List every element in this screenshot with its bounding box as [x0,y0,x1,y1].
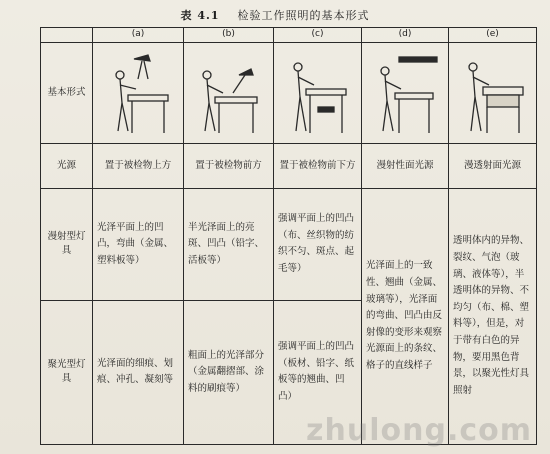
figure-a [93,42,184,143]
source-b: 置于被检物前方 [184,143,274,188]
inspection-figure-e [453,45,533,141]
source-a: 置于被检物上方 [93,143,184,188]
figure-e [449,42,537,143]
source-row [41,143,537,188]
concentrated-b: 粗面上的光泽部分（金属翻摺部、涂料的刷痕等） [184,300,274,444]
diffuse-c: 强调平面上的凹凸（布、丝织物的纺织不匀、斑点、起毛等） [274,188,362,300]
source-e: 漫透射面光源 [449,143,537,188]
row-label-form: 基本形式 [41,42,93,143]
diffuse-a: 光泽平面上的凹凸，弯曲（金属、塑料板等） [93,188,184,300]
merged-cell-d: 光泽面上的一致性、翘曲（金属、玻璃等），光泽面的弯曲、凹凸由反射像的变形来观察光源面上的条纹、格子的直线样子 [362,188,449,444]
inspection-figure-d [365,45,445,141]
concentrated-c: 强调平面上的凹凸（板材、铅字、纸板等的翘曲、凹凸） [274,300,362,444]
column-header-row [41,28,537,43]
lighting-table [40,27,537,445]
column-header-d: (d) [362,28,449,43]
column-header-a: (a) [93,28,184,43]
figure-c [274,42,362,143]
column-header-b: (b) [184,28,274,43]
watermark: zhulong.com [306,413,532,448]
figure-d [362,42,449,143]
form-row [41,42,537,143]
concentrated-a: 光泽面的细痕、划痕、冲孔、凝刻等 [93,300,184,444]
source-c: 置于被检物前下方 [274,143,362,188]
column-header-e: (e) [449,28,537,43]
table-number: 表 4.1 [180,9,220,22]
corner-cell [41,28,93,43]
inspection-figure-a [98,45,178,141]
table-title [0,7,550,23]
row-label-concentrated: 聚光型灯具 [41,300,93,444]
row-label-diffuse: 漫射型灯具 [41,188,93,300]
merged-cell-e: 透明体内的异物、裂纹、气泡（玻璃、液体等），半透明体的异物、不均匀（布、棉、塑料等），但是，对于带有白色的异物，要用黑色背景，以聚光性灯具照射 [449,188,537,444]
table-caption: 检验工作照明的基本形式 [237,9,370,22]
diffuse-row [41,188,537,300]
inspection-figure-c [278,45,358,141]
inspection-figure-b [189,45,269,141]
figure-b [184,42,274,143]
row-label-source: 光源 [41,143,93,188]
column-header-c: (c) [274,28,362,43]
source-d: 漫射性面光源 [362,143,449,188]
diffuse-b: 半光泽面上的亮斑、凹凸（铅字、活板等） [184,188,274,300]
